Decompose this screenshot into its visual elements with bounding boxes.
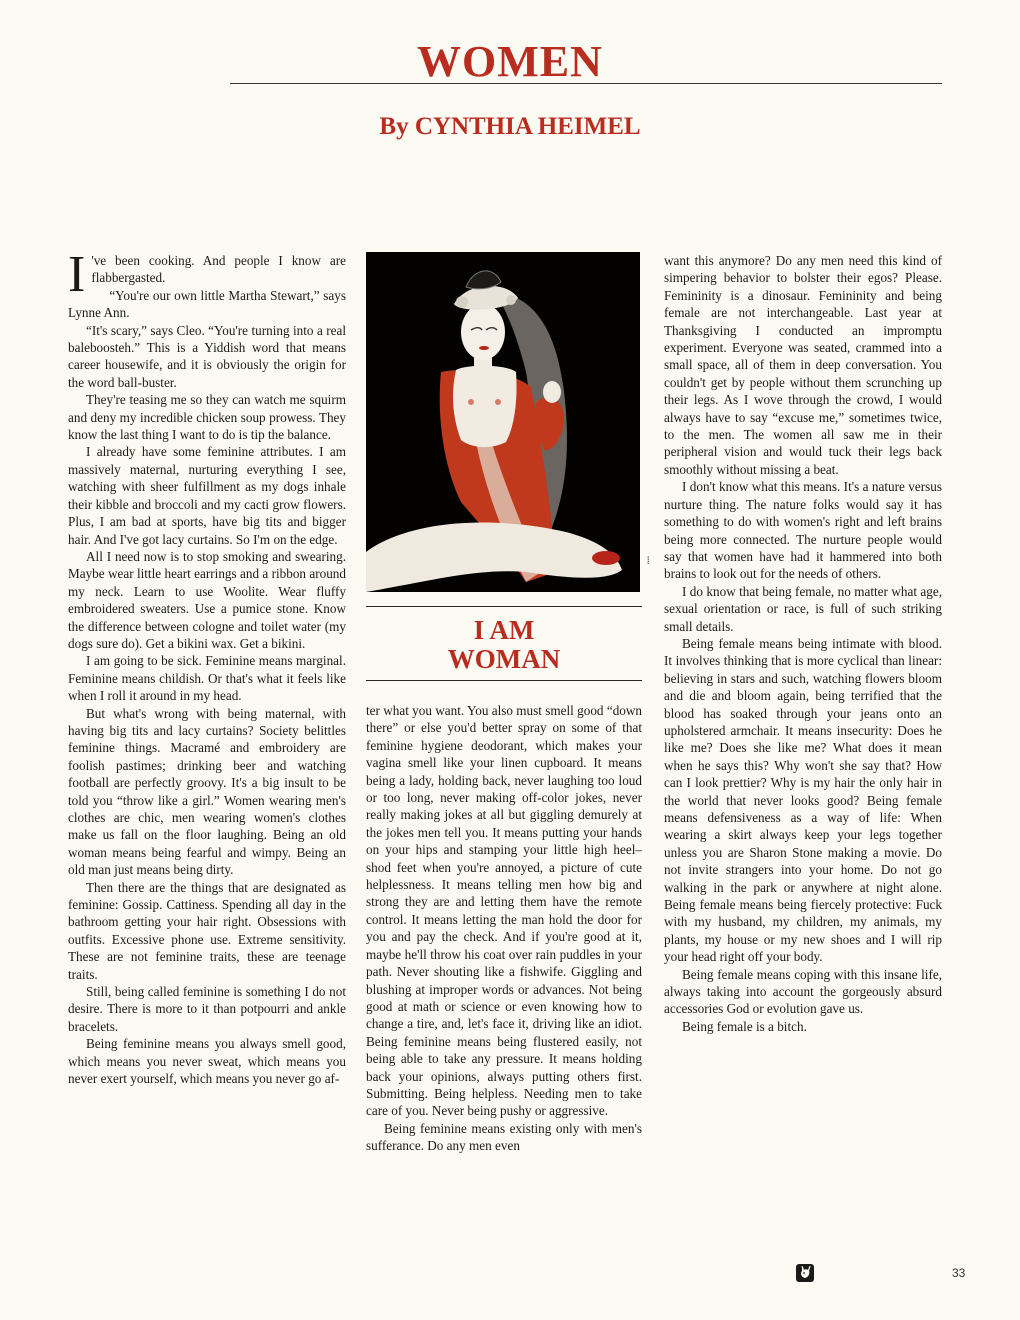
article-paragraph: Still, being called feminine is something I do not desire. There is more to it than potpourri and ankle bracelets. [68, 984, 346, 1034]
article-paragraph: “You're our own little Martha Stewart,” says Lynne Ann. [68, 287, 346, 321]
article-paragraph: Being female means coping with this insane life, always taking into account the gorgeously absurd accessories God or evolution gave us. [664, 966, 942, 1017]
byline: By CYNTHIA HEIMEL [379, 113, 641, 140]
pull-quote-line-2: WOMAN [447, 644, 561, 674]
article-paragraph: Being female means being intimate with blood. It involves thinking that is more cyclical than linear: believing in stars and such, watching flowers bloom and die and bloom again, being terrified that the blood has soaked through your jeans onto an upholstered armchair. It means insecurity: Does he like me? Does she like me? What does it mean when he says this? Why won't she say that? How can I look prettier? Why is my hair the only hair in the world that never looks good? Being female means defensiveness as a way of life: When wearing a skirt always keep your legs together unless you are Sharon Stone making a movie. Do not invite strangers into your home. Do not go walking in the park or anywhere at night alone. Being female means being fiercely protective: Fuck with my husband, my children, my animals, my plants, my house or my new shoes and I will rip your head right off your body. [664, 635, 942, 965]
article-paragraph: I already have some feminine attributes. I am massively maternal, nurturing everything I see, watching with sheer fulfillment as my dogs inhale their kibble and broccoli and my cacti grow flowers. Plus, I am bad at sports, have big tits and bigger hair. And I've got lacy curtains. So I'm on the edge. [68, 444, 346, 547]
artist-credit-mark: •••• [644, 556, 650, 565]
article-paragraph: Then there are the things that are designated as feminine: Gossip. Cattiness. Spending all day in the bathroom getting your hair right. Obsessions with outfits. Excessive phone use. Extreme sensitivity. These are not feminine traits, these are teenage traits. [68, 879, 346, 982]
article-paragraph: They're teasing me so they can watch me squirm and deny my incredible chicken soup prowess. They know the last thing I want to do is tip the balance. [68, 392, 346, 443]
pull-quote-line-1: I AM [473, 615, 535, 645]
article-paragraph: want this anymore? Do any men need this kind of simpering behavior to bolster their egos? Please. Femininity is a dinosaur. Femininity and being female are not interchangeable. Last year at Thanksgiving I conducted an impromptu experiment. Everyone was seated, crammed into a small space, all of them in deep conversation. You couldn't get by people without them scrunching up their legs. As I wove through the crowd, I would always have to say “excuse me,” sometimes twice, to the men. The women all saw me in their peripheral vision and would tuck their legs back smoothly without missing a beat. [664, 253, 942, 477]
page-number: 33 [952, 1266, 966, 1280]
article-paragraph: But what's wrong with being maternal, with having big tits and lacy curtains? Society belittles feminine things. Macramé and embroidery are foolish pastimes; drinking beer and watching football are perfectly groovy. It's a big insult to be told you “throw like a girl.” Women wearing men's clothes are chic, men wearing women's clothes make us fall on the floor laughing. Being an old woman means being fearful and wimpy. Being an old man just means being dirty. [68, 705, 346, 878]
drop-cap: I [68, 246, 86, 303]
article-paragraph: Being feminine means existing only with men's sufferance. Do any men even [366, 1120, 642, 1154]
rabbit-head-icon [796, 1264, 814, 1282]
article-paragraph: I 've been cooking. And people I know are flabbergasted. [68, 246, 346, 303]
article-column-2 [366, 702, 642, 1155]
article-paragraph: I am going to be sick. Feminine means marginal. Feminine means childish. Or that's what it feels like when I roll it around in my head. [68, 653, 346, 704]
pull-quote [366, 616, 642, 674]
page-title: WOMEN [417, 37, 603, 86]
article-column-3 [664, 252, 942, 1035]
illustration-artwork [366, 252, 640, 592]
article-paragraph: I don't know what this means. It's a nature versus nurture thing. The nature folks would say it has something to do with women's right and left brains being more connected. The nurture people would say that women have had it hammered into both brains to look out for the needs of others. [664, 479, 942, 582]
pull-quote-rule-top [366, 606, 642, 607]
article-paragraph: ter what you want. You also must smell good “down there” or else you'd better spray on some of that feminine hygiene deodorant, which makes your vagina smell like your linen cupboard. It means being a lady, holding back, never laughing too loud or too long, never making off-color jokes, never really making jokes at all but giggling demurely at the jokes men tell you. It means putting your hands on your hips and stamping your little high heel–shod feet when you're annoyed, a picture of cute helplessness. It means telling men how big and strong they are and letting them have the remote control. It means letting the man hold the door for you and pay the check. And if you're good at it, maybe he'll throw his coat over rain puddles in your path. Never shouting like a fishwife. Giggling and blushing at improper words or advances. Not being good at math or science or even knowing how to change a tire, and, let's face it, driving like an idiot. Being feminine means being flustered easily, not being able to take any pressure. It means holding back your opinions, always putting others first. Submitting. Being helpless. Needing men to take care of you. Never being pushy or aggressive. [366, 703, 642, 1119]
article-paragraph: All I need now is to stop smoking and swearing. Maybe wear little heart earrings and a ribbon around my neck. Learn to use Woolite. Wear fluffy embroidered sweaters. Use a pumice stone. Know the difference between cologne and toilet water (my dogs sure do). Get a bikini wax. Get a bikini. [68, 548, 346, 651]
article-paragraph: Being female is a bitch. [682, 1018, 807, 1034]
article-illustration [366, 252, 640, 592]
title-rule [230, 83, 942, 84]
pull-quote-rule-bottom [366, 680, 642, 681]
article-column-1 [68, 246, 346, 1088]
article-paragraph: Being feminine means you always smell good, which means you never sweat, which means you never exert yourself, which means you never go af- [68, 1036, 346, 1087]
article-paragraph: “It's scary,” says Cleo. “You're turning into a real baleboosteh.” This is a Yiddish word that means career housewife, and it is obviously the origin for the word ball-buster. [68, 322, 346, 390]
article-paragraph: I do know that being female, no matter what age, sexual orientation or race, is full of such striking small details. [664, 583, 942, 634]
